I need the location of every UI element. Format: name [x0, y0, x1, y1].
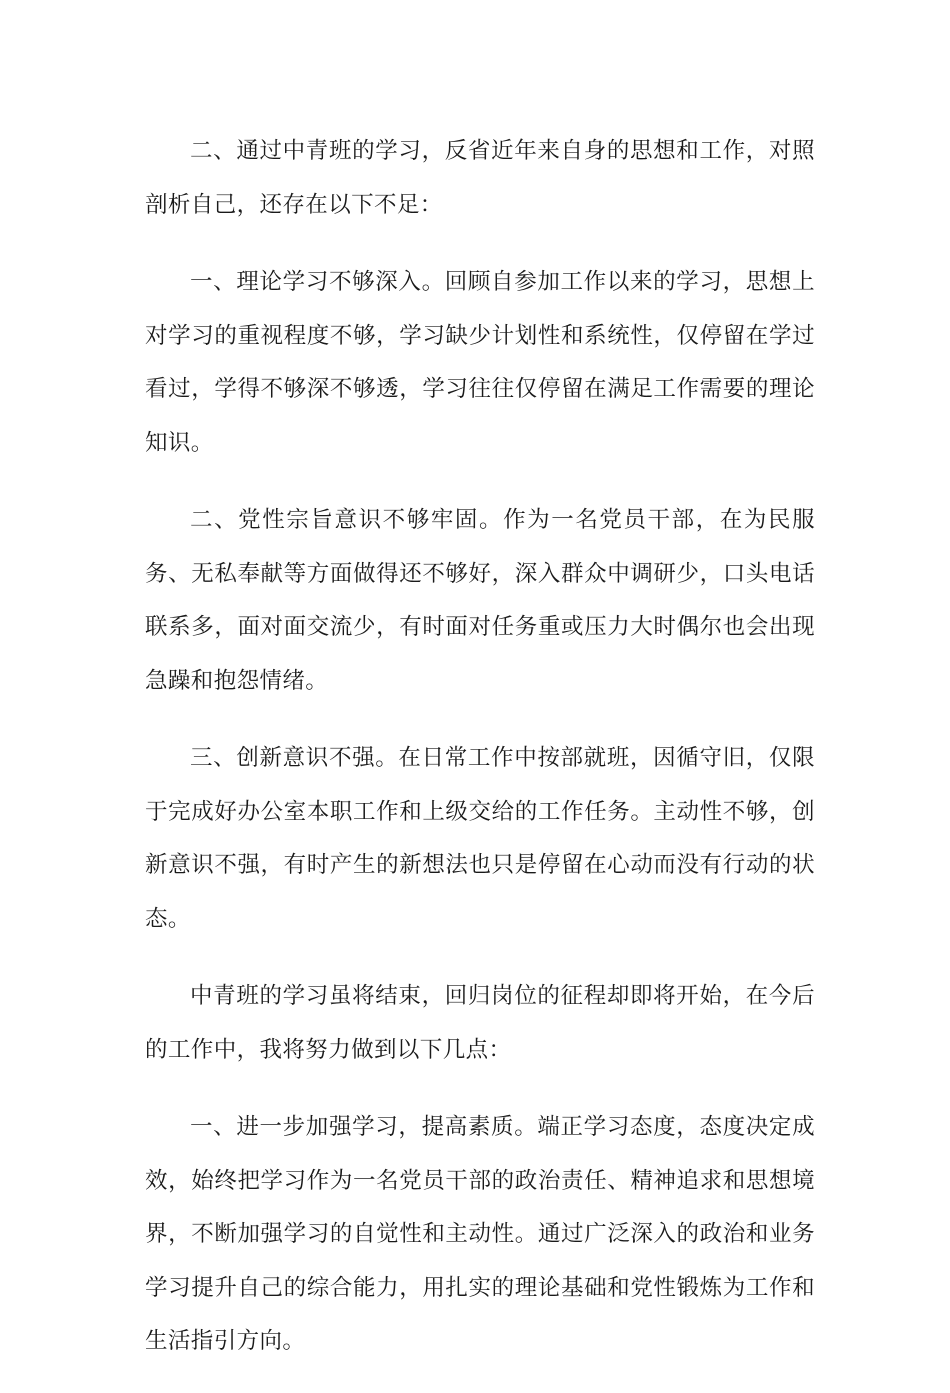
paragraph-shortcomings-intro: 二、通过中青班的学习，反省近年来自身的思想和工作，对照剖析自己，还存在以下不足： — [145, 138, 815, 218]
paragraph-innovation: 三、创新意识不强。在日常工作中按部就班，因循守旧，仅限于完成好办公室本职工作和上级交给的工作任务。主动性不够，创新意识不强，有时产生的新想法也只是停留在心动而没有行动的状态。 — [145, 745, 815, 932]
paragraph-strengthen-study: 一、进一步加强学习，提高素质。端正学习态度，态度决定成效，始终把学习作为一名党员干部的政治责任、精神追求和思想境界，不断加强学习的自觉性和主动性。通过广泛深入的政治和业务学习提升自己的综合能力，用扎实的理论基础和党性锻炼为工作和生活指引方向。 — [145, 1114, 815, 1354]
paragraph-theory-study: 一、理论学习不够深入。回顾自参加工作以来的学习，思想上对学习的重视程度不够，学习缺少计划性和系统性，仅停留在学过看过，学得不够深不够透，学习往往仅停留在满足工作需要的理论知识。 — [145, 269, 815, 456]
paragraph-party-awareness: 二、党性宗旨意识不够牢固。作为一名党员干部，在为民服务、无私奉献等方面做得还不够好，深入群众中调研少，口头电话联系多，面对面交流少，有时面对任务重或压力大时偶尔也会出现急躁和抱怨情绪。 — [145, 507, 815, 694]
paragraph-future-intro: 中青班的学习虽将结束，回归岗位的征程却即将开始，在今后的工作中，我将努力做到以下几点： — [145, 983, 815, 1063]
document-body — [145, 125, 815, 1393]
